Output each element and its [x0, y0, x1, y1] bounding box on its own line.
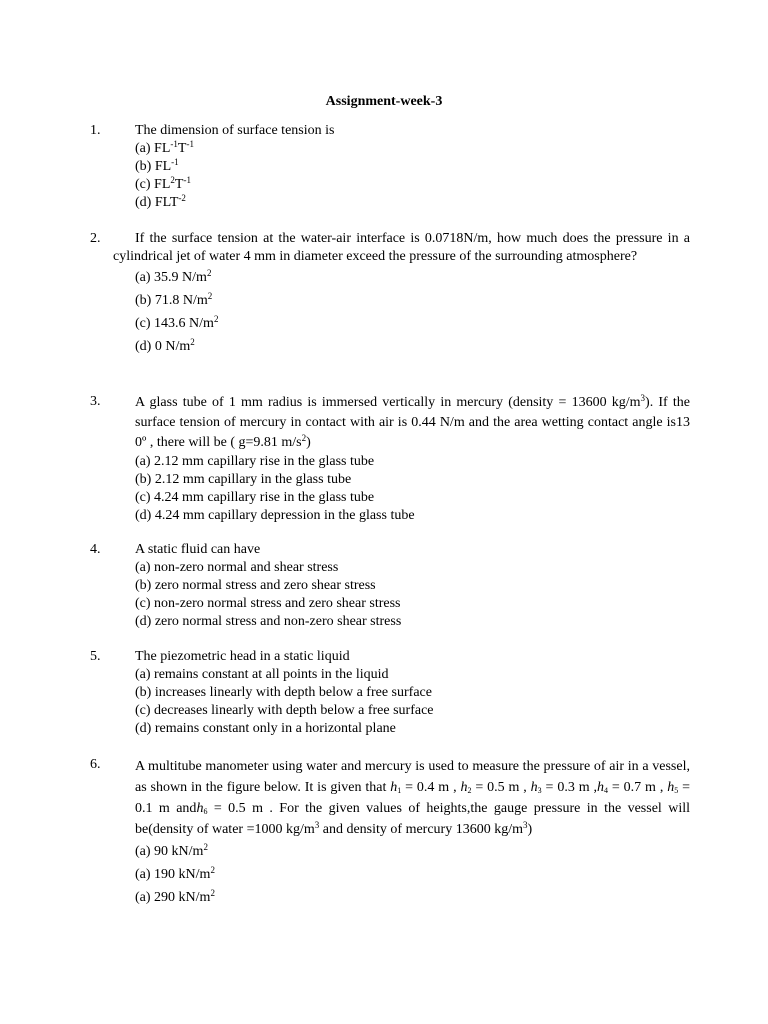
- option-a: (a) 90 $kN/m^2$: [135, 842, 208, 859]
- question-number: 5.: [90, 649, 101, 664]
- option-d: (d) remains constant only in a horizontal plane: [135, 721, 396, 736]
- option-b: (b) zero normal stress and zero shear stress: [135, 578, 376, 593]
- option-a: (a) 35.9 $N/m^2$: [135, 268, 212, 285]
- question-stem: The dimension of surface tension is: [135, 123, 335, 138]
- option-c: (c) $FL^2T^{-1}$: [135, 175, 191, 192]
- question-4: [90, 541, 690, 631]
- question-number: 1.: [90, 123, 101, 138]
- question-stem: If the surface tension at the water-air interface is 0.0718N/m, how much does the pressure in a cylindrical jet of water 4 mm in diameter exceed the pressure of the surrounding atmosphere?: [113, 231, 690, 264]
- option-b: (b) 71.8 $N/m^2$: [135, 291, 213, 308]
- question-number: 2.: [90, 231, 101, 246]
- option-d: (d) 4.24 mm capillary depression in the glass tube: [135, 508, 415, 523]
- option-a: (a) non-zero normal and shear stress: [135, 560, 339, 575]
- question-3: [90, 393, 690, 525]
- option-c: (c) 143.6 $N/m^2$: [135, 314, 219, 331]
- question-6: [90, 756, 690, 909]
- option-b: (b) increases linearly with depth below a free surface: [135, 685, 432, 700]
- option-a: (a) $FL^{-1}T^{-1}$: [135, 139, 194, 156]
- option-b: (b) 2.12 mm capillary in the glass tube: [135, 472, 352, 487]
- question-number: 4.: [90, 542, 101, 557]
- question-2: [90, 230, 690, 358]
- page-title: Assignment-week-3: [325, 94, 443, 109]
- question-1: [90, 122, 690, 212]
- option-d: (d) $FLT^{-2}$: [135, 193, 186, 210]
- option-c: (c) 4.24 mm capillary rise in the glass tube: [135, 490, 375, 505]
- option-c: (c) decreases linearly with depth below a free surface: [135, 703, 434, 718]
- question-number: 3.: [90, 394, 101, 409]
- question-stem: A multitube manometer using water and mercury is used to measure the pressure of air in a vessel, as shown in the figure below. It is given that $h_1 = 0.4$ m , $h_2 = 0.5$ m , $h_3 = 0.3$ m $,h_4 = 0.7$ m , $h_5 = 0.1$ m andh$_6$ = 0.5 m . For the given values of heights,the gauge pressure in the vessel will be(density of water =1000 $kg/m^3$ and density of mercury 13600 $kg/m^3$): [135, 759, 690, 837]
- option-a: (a) 2.12 mm capillary rise in the glass tube: [135, 454, 375, 469]
- option-b: (a) 190 $kN/m^2$: [135, 865, 215, 882]
- question-stem: A glass tube of 1 mm radius is immersed vertically in mercury (density = 13600 $kg/m^3$). If the surface tension of mercury in contact with air is 0.44 N/m and the area wetting contact angle is13 0º , there will be ( g=9.81 $m/s^2$): [135, 393, 690, 450]
- question-stem: The piezometric head in a static liquid: [135, 649, 350, 664]
- option-d: (d) 0 $N/m^2$: [135, 337, 195, 354]
- question-5: [90, 648, 690, 738]
- option-a: (a) remains constant at all points in the liquid: [135, 667, 389, 682]
- option-c: (a) 290 $kN/m^2$: [135, 888, 215, 905]
- option-b: (b) $FL^{-1}$: [135, 157, 179, 174]
- question-stem: A static fluid can have: [135, 542, 261, 557]
- option-c: (c) non-zero normal stress and zero shear stress: [135, 596, 401, 611]
- question-number: 6.: [90, 757, 101, 772]
- option-d: (d) zero normal stress and non-zero shear stress: [135, 614, 402, 629]
